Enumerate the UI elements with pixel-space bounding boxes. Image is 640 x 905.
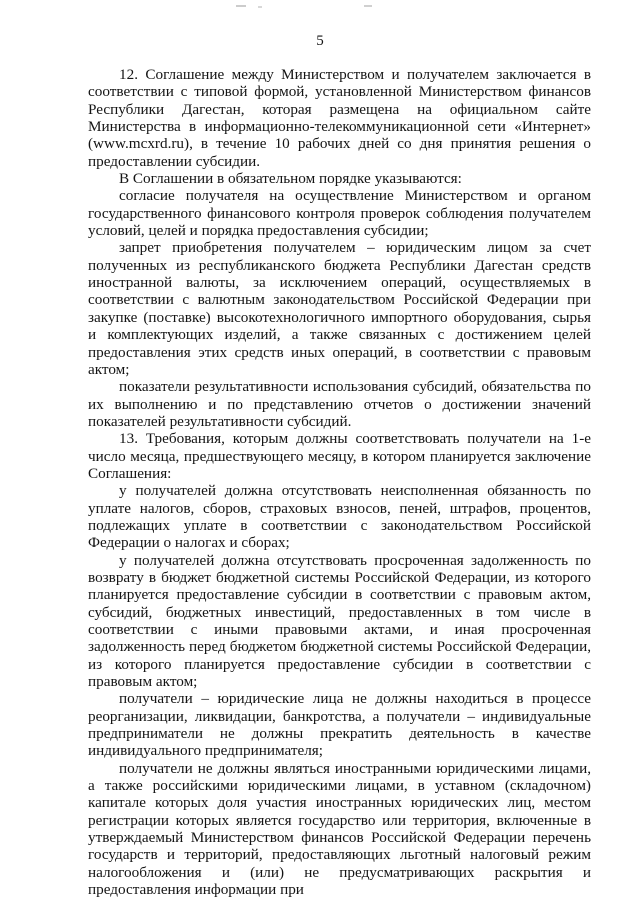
paragraph-agreement-contents-intro: В Соглашении в обязательном порядке указываются: bbox=[119, 170, 462, 188]
paragraph-13-requirements: 13. Требования, которым должны соответствовать получатели на 1-е число месяца, предшествующего месяцу, в котором планируется заключение Соглашения: bbox=[88, 430, 591, 482]
paragraph-performance-indicators: показатели результативности использования субсидий, обязательства по их выполнению и по представлению отчетов о достижении значений показателей результативности субсидий. bbox=[88, 378, 591, 430]
paragraph-no-overdue-debt: у получателей должна отсутствовать просроченная задолженность по возврату в бюджет бюджетной системы Российской Федерации, из которого планируется предоставление субсидии в соответствии с правовым актом, субсидий, бюджетных инвестиций, предоставленных в том числе в соответствии с иными правовыми актами, и иная просроченная задолженность перед бюджетом бюджетной системы Российской Федерации, из которого планируется предоставление субсидии в соответствии с правовым актом; bbox=[88, 551, 591, 691]
page-number: 5 bbox=[316, 33, 324, 49]
paragraph-currency-purchase-ban: запрет приобретения получателем – юридическим лицом за счет полученных из республиканского бюджета Республики Дагестан средств иностранной валюты, за исключением операций, осуществляемых в соответствии с валютным законодательством Российской Федерации при закупке (поставке) высокотехнологичного импортного оборудования, сырья и комплектующих изделий, а также связанных с достижением целей предоставления этих средств иных операций, в соответствии с правовым актом; bbox=[88, 239, 591, 378]
document-body bbox=[88, 66, 591, 899]
paragraph-not-foreign-entities: получатели не должны являться иностранными юридическими лицами, а также российскими юридическими лицами, в уставном (складочном) капитале которых доля участия иностранных юридических лиц, местом регистрации которых является государство или территория, включенные в утверждаемый Министерством финансов Российской Федерации перечень государств и территорий, предоставляющих льготный налоговый режим налогообложения и (или) не предусматривающих раскрытия и предоставления информации при bbox=[88, 759, 591, 899]
scan-artifacts bbox=[0, 4, 640, 10]
paragraph-no-tax-arrears: у получателей должна отсутствовать неисполненная обязанность по уплате налогов, сборов, страховых взносов, пеней, штрафов, процентов, подлежащих уплате в соответствии с законодательством Российской Федерации о налогах и сборах; bbox=[88, 482, 591, 552]
paragraph-consent-to-inspections: согласие получателя на осуществление Министерством и органом государственного финансового контроля проверок соблюдения получателем условий, целей и порядка предоставления субсидии; bbox=[88, 187, 591, 240]
paragraph-12-agreement: 12. Соглашение между Министерством и получателем заключается в соответствии с типовой формой, установленной Министерством финансов Республики Дагестан, которая размещена на официальном сайте Министерства в информационно-телекоммуникационной сети «Интернет» (www.mcxrd.ru), в течение 10 рабочих дней со дня принятия решения о предоставлении субсидии. bbox=[88, 66, 591, 170]
paragraph-no-reorganization: получатели – юридические лица не должны находиться в процессе реорганизации, ликвидации, банкротства, а получатели – индивидуальные предприниматели не должны прекратить деятельность в качестве индивидуального предпринимателя; bbox=[88, 690, 591, 760]
